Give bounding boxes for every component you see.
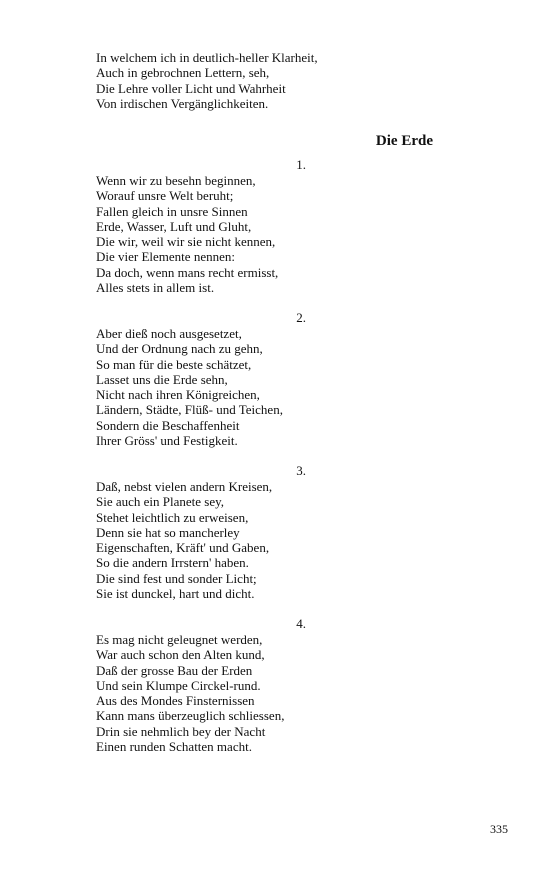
stanza-line: Sie ist dunckel, hart und dicht. <box>96 586 255 602</box>
stanza-line: Eigenschaften, Kräft' und Gaben, <box>96 540 270 556</box>
poem-title-wrap <box>96 131 496 151</box>
stanza-number: 4. <box>296 616 306 631</box>
stanza-1 <box>96 173 496 295</box>
stanza-line: Fallen gleich in unsre Sinnen <box>96 203 248 219</box>
stanza-line: Erde, Wasser, Luft und Gluht, <box>96 218 252 234</box>
stanza-4 <box>96 632 496 754</box>
intro-line: Auch in gebrochnen Lettern, seh, <box>96 65 270 81</box>
stanza-line: Ländern, Städte, Flüß- und Teichen, <box>96 402 283 418</box>
stanza-line: Daß der grosse Bau der Erden <box>96 662 253 678</box>
stanza-line: Lasset uns die Erde sehn, <box>96 371 228 387</box>
stanza-line: Alles stets in allem ist. <box>96 280 215 296</box>
stanza-3 <box>96 479 496 601</box>
stanza-line: Die vier Elemente nennen: <box>96 249 235 265</box>
page-number: 335 <box>490 822 508 836</box>
stanza-line: Einen runden Schatten macht. <box>96 739 252 755</box>
stanza-line: Kann mans überzeuglich schliessen, <box>96 708 285 724</box>
intro-line: Von irdischen Vergänglichkeiten. <box>96 95 269 111</box>
stanza-line: Die wir, weil wir sie nicht kennen, <box>96 234 276 250</box>
stanza-line: Nicht nach ihren Königreichen, <box>96 387 260 403</box>
stanza-line: So die andern Irrstern' haben. <box>96 555 249 571</box>
stanza-line: Wenn wir zu besehn beginnen, <box>96 173 256 188</box>
stanza-line: Daß, nebst vielen andern Kreisen, <box>96 479 273 494</box>
stanza-line: So man für die beste schätzet, <box>96 356 252 372</box>
stanza-line: Ihrer Gröss' und Festigkeit. <box>96 433 238 449</box>
stanza-line: Sondern die Beschaffenheit <box>96 417 240 433</box>
stanza-2 <box>96 326 496 448</box>
intro-stanza <box>96 50 496 111</box>
intro-line: Die Lehre voller Licht und Wahrheit <box>96 80 286 96</box>
stanza-line: Aber dieß noch ausgesetzet, <box>96 326 242 341</box>
stanza-line: Sie auch ein Planete sey, <box>96 494 225 510</box>
stanza-line: Es mag nicht geleugnet werden, <box>96 632 263 647</box>
stanza-line: Und sein Klumpe Circkel-rund. <box>96 677 261 693</box>
stanza-line: Stehet leichtlich zu erweisen, <box>96 509 249 525</box>
stanza-line: Die sind fest und sonder Licht; <box>96 570 257 586</box>
poem-title: Die Erde <box>375 133 433 149</box>
stanza-number: 2. <box>296 310 306 325</box>
stanza-line: Denn sie hat so mancherley <box>96 524 240 540</box>
stanza-line: Worauf unsre Welt beruht; <box>96 188 234 204</box>
intro-line: In welchem ich in deutlich-heller Klarheit, <box>96 50 318 65</box>
stanza-line: Aus des Mondes Finsternissen <box>96 693 255 709</box>
stanza-number: 3. <box>296 463 306 478</box>
stanza-line: Und der Ordnung nach zu gehn, <box>96 341 263 357</box>
stanza-line: Da doch, wenn mans recht ermisst, <box>96 264 279 280</box>
stanza-line: War auch schon den Alten kund, <box>96 647 265 663</box>
stanza-number: 1. <box>296 157 306 172</box>
stanza-line: Drin sie nehmlich bey der Nacht <box>96 723 266 739</box>
